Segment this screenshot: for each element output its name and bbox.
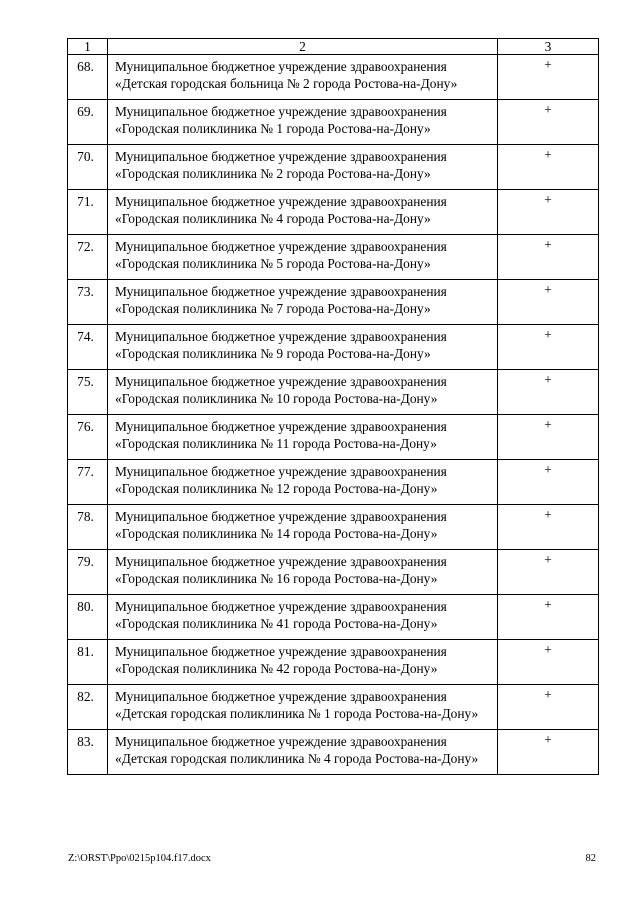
inclusion-mark: +: [498, 145, 599, 190]
row-number: 74.: [68, 325, 108, 370]
institution-name: Муниципальное бюджетное учреждение здравоохранения «Городская поликлиника № 1 города Ростова-на-Дону»: [108, 100, 498, 145]
row-number: 80.: [68, 595, 108, 640]
institution-name: Муниципальное бюджетное учреждение здравоохранения «Детская городская больница № 2 города Ростова-на-Дону»: [108, 55, 498, 100]
institution-name: Муниципальное бюджетное учреждение здравоохранения «Детская городская поликлиника № 1 города Ростова-на-Дону»: [108, 685, 498, 730]
institution-name: Муниципальное бюджетное учреждение здравоохранения «Городская поликлиника № 5 города Ростова-на-Дону»: [108, 235, 498, 280]
header-col-3: 3: [498, 39, 599, 55]
institution-name: Муниципальное бюджетное учреждение здравоохранения «Городская поликлиника № 16 города Ростова-на-Дону»: [108, 550, 498, 595]
inclusion-mark: +: [498, 325, 599, 370]
row-number: 79.: [68, 550, 108, 595]
row-number: 70.: [68, 145, 108, 190]
row-number: 77.: [68, 460, 108, 505]
inclusion-mark: +: [498, 730, 599, 775]
row-number: 68.: [68, 55, 108, 100]
footer-file-path: Z:\ORST\Ppo\0215p104.f17.docx: [68, 853, 211, 864]
table-row: [68, 235, 599, 280]
row-number: 72.: [68, 235, 108, 280]
inclusion-mark: +: [498, 55, 599, 100]
table-header-row: [68, 39, 599, 55]
inclusion-mark: +: [498, 280, 599, 325]
inclusion-mark: +: [498, 100, 599, 145]
table-row: [68, 55, 599, 100]
row-number: 75.: [68, 370, 108, 415]
table-row: [68, 280, 599, 325]
table-row: [68, 595, 599, 640]
inclusion-mark: +: [498, 370, 599, 415]
inclusion-mark: +: [498, 190, 599, 235]
institution-name: Муниципальное бюджетное учреждение здравоохранения «Городская поликлиника № 41 города Ростова-на-Дону»: [108, 595, 498, 640]
row-number: 82.: [68, 685, 108, 730]
row-number: 81.: [68, 640, 108, 685]
table-row: [68, 550, 599, 595]
table-body: [68, 55, 599, 775]
institution-name: Муниципальное бюджетное учреждение здравоохранения «Городская поликлиника № 12 города Ростова-на-Дону»: [108, 460, 498, 505]
table-row: [68, 190, 599, 235]
inclusion-mark: +: [498, 235, 599, 280]
inclusion-mark: +: [498, 415, 599, 460]
institution-name: Муниципальное бюджетное учреждение здравоохранения «Городская поликлиника № 4 города Ростова-на-Дону»: [108, 190, 498, 235]
row-number: 73.: [68, 280, 108, 325]
institution-name: Муниципальное бюджетное учреждение здравоохранения «Городская поликлиника № 9 города Ростова-на-Дону»: [108, 325, 498, 370]
table-row: [68, 100, 599, 145]
institution-name: Муниципальное бюджетное учреждение здравоохранения «Городская поликлиника № 7 города Ростова-на-Дону»: [108, 280, 498, 325]
row-number: 71.: [68, 190, 108, 235]
row-number: 69.: [68, 100, 108, 145]
institution-name: Муниципальное бюджетное учреждение здравоохранения «Городская поликлиника № 2 города Ростова-на-Дону»: [108, 145, 498, 190]
inclusion-mark: +: [498, 460, 599, 505]
table-row: [68, 505, 599, 550]
header-col-1: 1: [68, 39, 108, 55]
institution-name: Муниципальное бюджетное учреждение здравоохранения «Городская поликлиника № 42 города Ростова-на-Дону»: [108, 640, 498, 685]
row-number: 83.: [68, 730, 108, 775]
table-row: [68, 415, 599, 460]
table-row: [68, 685, 599, 730]
institutions-table: [67, 38, 599, 775]
inclusion-mark: +: [498, 685, 599, 730]
inclusion-mark: +: [498, 640, 599, 685]
inclusion-mark: +: [498, 505, 599, 550]
institution-name: Муниципальное бюджетное учреждение здравоохранения «Городская поликлиника № 10 города Ростова-на-Дону»: [108, 370, 498, 415]
institution-name: Муниципальное бюджетное учреждение здравоохранения «Городская поликлиника № 14 города Ростова-на-Дону»: [108, 505, 498, 550]
inclusion-mark: +: [498, 550, 599, 595]
table-row: [68, 640, 599, 685]
table-row: [68, 460, 599, 505]
header-col-2: 2: [108, 39, 498, 55]
institution-name: Муниципальное бюджетное учреждение здравоохранения «Городская поликлиника № 11 города Ростова-на-Дону»: [108, 415, 498, 460]
table-row: [68, 730, 599, 775]
table-row: [68, 325, 599, 370]
footer-page-number: 82: [585, 853, 596, 864]
row-number: 78.: [68, 505, 108, 550]
table-row: [68, 370, 599, 415]
row-number: 76.: [68, 415, 108, 460]
institution-name: Муниципальное бюджетное учреждение здравоохранения «Детская городская поликлиника № 4 города Ростова-на-Дону»: [108, 730, 498, 775]
inclusion-mark: +: [498, 595, 599, 640]
table-row: [68, 145, 599, 190]
